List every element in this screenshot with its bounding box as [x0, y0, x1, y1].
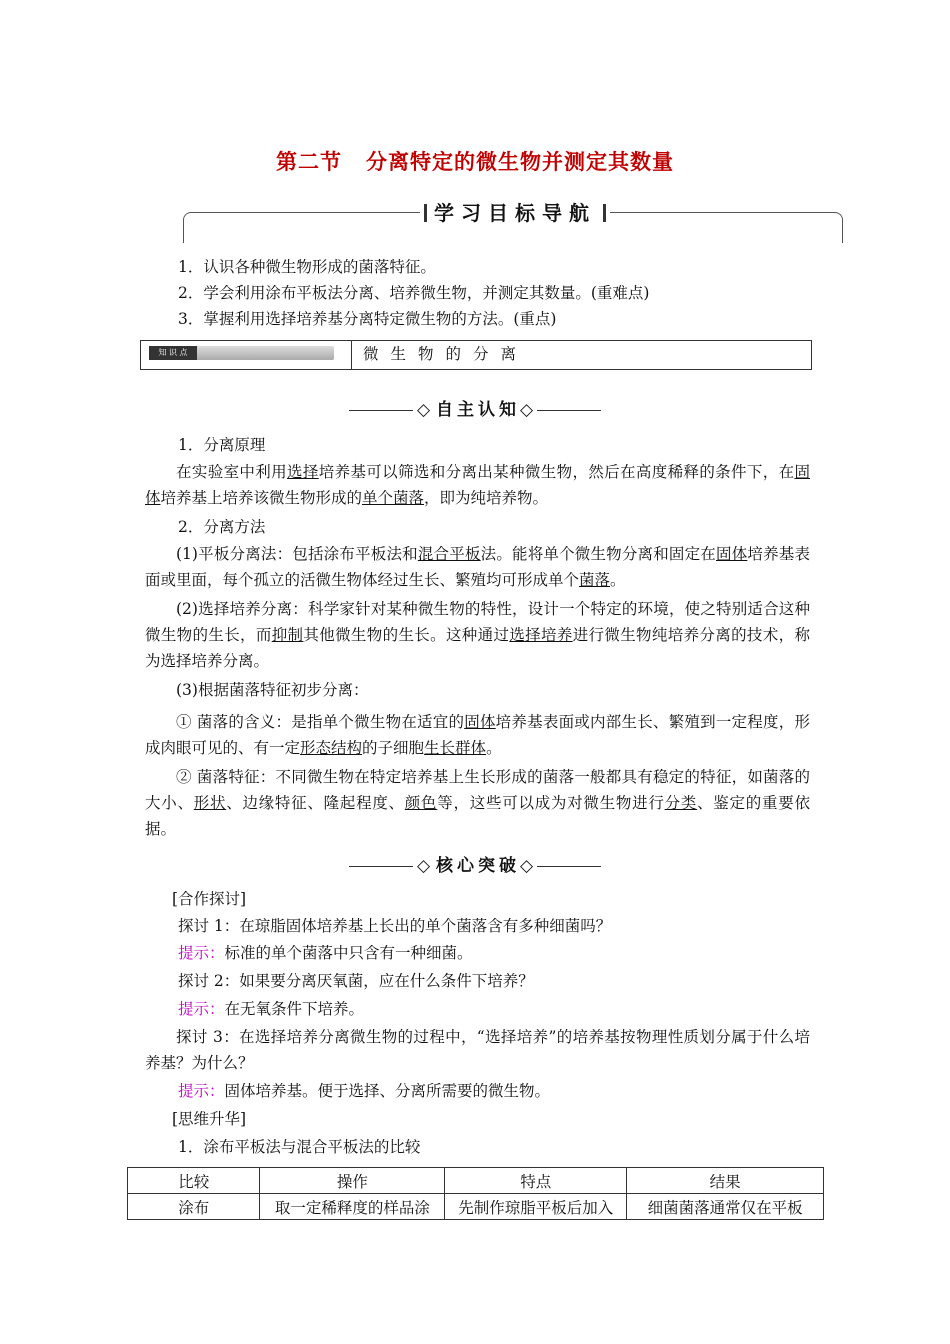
banner-learning-goals: 学习目标导航 [420, 198, 610, 228]
table-header-row [128, 1168, 824, 1194]
colony-definition-paragraph: ① 菌落的含义：是指单个微生物在适宜的固体培养基表面或内部生长、繁殖到一定程度，形成肉眼可见的、有一定形态结构的子细胞生长群体。 [145, 713, 810, 757]
selective-culture-paragraph: (2)选择培养分离：科学家针对某种微生物的特性，设计一个特定的环境，使之特别适合这种微生物的生长，而抑制其他微生物的生长。这种通过选择培养进行微生物纯培养分离的技术，称为选择培养分离。 [145, 600, 810, 670]
knowledge-point-title: 微生物的分离 [363, 345, 529, 363]
discuss-a1: 提示：标准的单个菌落中只含有一种细菌。 [178, 944, 473, 962]
page-title: 第二节 分离特定的微生物并测定其数量 [276, 150, 674, 174]
principle-heading: 1．分离原理 [178, 436, 266, 454]
method-heading: 2．分离方法 [178, 518, 266, 536]
table-row [128, 1194, 824, 1220]
table-header-cell: 比较 [128, 1168, 260, 1194]
sublimate-heading: [思维升华] [172, 1110, 247, 1128]
knowledge-point-badge: 知 识 点 [149, 346, 334, 360]
table-cell: 涂布 [128, 1194, 260, 1220]
discuss-heading: [合作探讨] [172, 890, 247, 908]
objective-1: 1．认识各种微生物形成的菌落特征。 [178, 258, 436, 276]
comparison-table [127, 1167, 824, 1220]
discuss-q1: 探讨 1：在琼脂固体培养基上长出的单个菌落含有多种细菌吗？ [178, 917, 612, 935]
plate-method-paragraph: (1)平板分离法：包括涂布平板法和混合平板法。能将单个微生物分离和固定在固体培养基表面或里面，每个孤立的活微生物体经过生长、繁殖均可形成单个菌落。 [145, 545, 810, 589]
table-cell: 细菌菌落通常仅在平板 [627, 1194, 824, 1220]
comparison-heading: 1．涂布平板法与混合平板法的比较 [178, 1138, 421, 1156]
table-cell: 取一定稀释度的样品涂 [260, 1194, 445, 1220]
table-header-cell: 操作 [260, 1168, 445, 1194]
objective-3: 3．掌握利用选择培养基分离特定微生物的方法。(重点) [178, 310, 557, 328]
principle-paragraph: 在实验室中利用选择培养基可以筛选和分离出某种微生物，然后在高度稀释的条件下，在固体培养基上培养该微生物形成的单个菌落，即为纯培养物。 [145, 463, 810, 507]
discuss-a3: 提示：固体培养基。便于选择、分离所需要的微生物。 [178, 1082, 551, 1100]
discuss-q2: 探讨 2：如果要分离厌氧菌，应在什么条件下培养？ [178, 972, 534, 990]
objective-2: 2．学会利用涂布平板法分离、培养微生物，并测定其数量。(重难点) [178, 284, 650, 302]
knowledge-point-box [140, 340, 812, 370]
table-header-cell: 特点 [445, 1168, 627, 1194]
section-heading-self-study: ◇ 自主认知◇ [0, 398, 950, 422]
knowledge-point-badge-cell [141, 341, 352, 369]
colony-feature-heading: (3)根据菌落特征初步分离： [176, 681, 369, 699]
colony-characteristics-paragraph: ② 菌落特征：不同微生物在特定培养基上生长形成的菌落一般都具有稳定的特征，如菌落的大小、形状、边缘特征、隆起程度、颜色等，这些可以成为对微生物进行分类、鉴定的重要依据。 [145, 768, 810, 838]
section-heading-core: ◇ 核心突破◇ [0, 854, 950, 878]
table-cell: 先制作琼脂平板后加入 [445, 1194, 627, 1220]
table-header-cell: 结果 [627, 1168, 824, 1194]
discuss-a2: 提示：在无氧条件下培养。 [178, 1000, 365, 1018]
discuss-q3: 探讨 3：在选择培养分离微生物的过程中，“选择培养”的培养基按物理性质划分属于什么培养基？为什么？ [145, 1028, 810, 1072]
